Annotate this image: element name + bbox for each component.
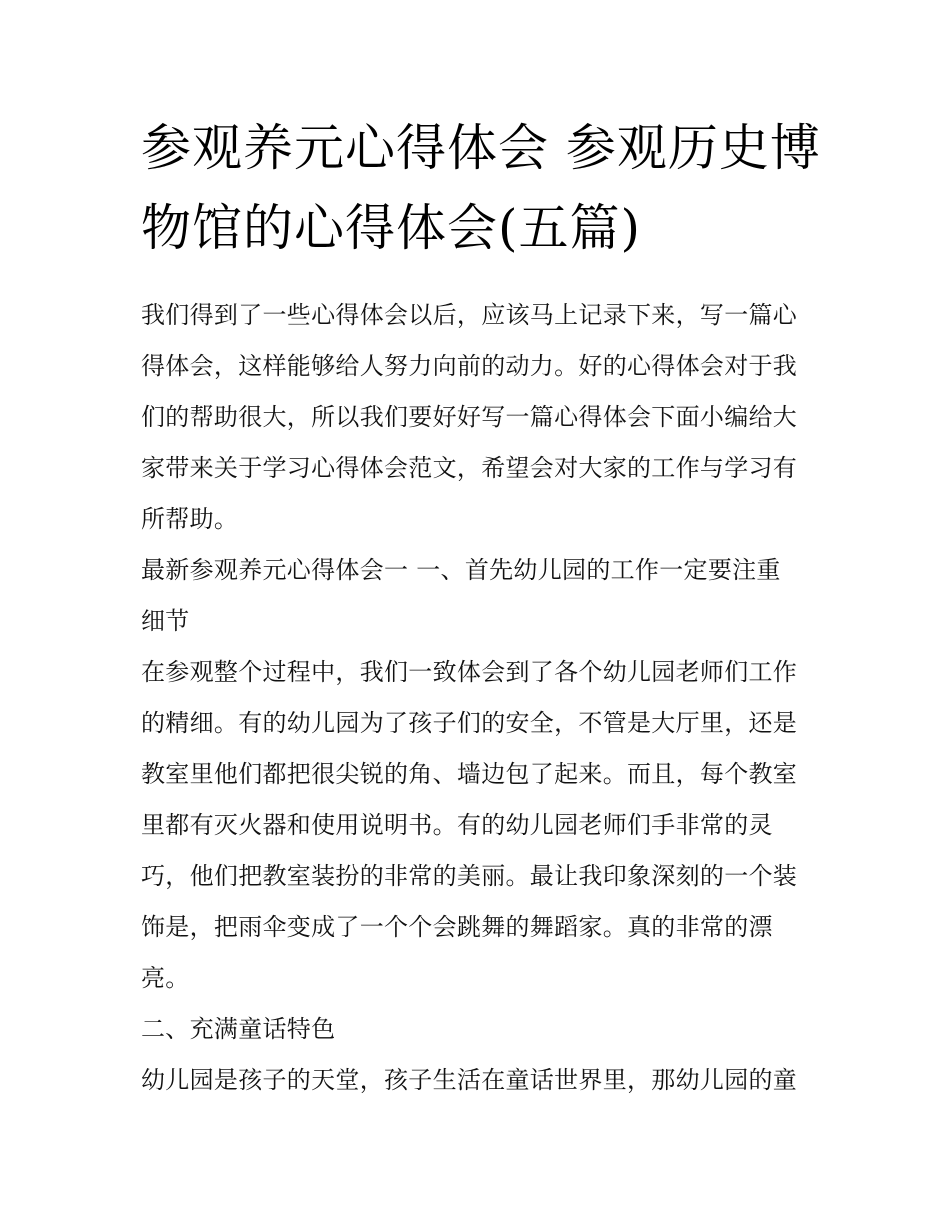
text-line: 亮。 (141, 964, 190, 992)
text-line: 教室里他们都把很尖锐的角、墙边包了起来。而且，每个教室 (141, 760, 798, 788)
text-line: 的精细。有的幼儿园为了孩子们的安全，不管是大厅里，还是 (141, 709, 798, 737)
text-line: 得体会，这样能够给人努力向前的动力。好的心得体会对于我 (141, 352, 798, 380)
text-line: 所帮助。 (141, 505, 239, 533)
body-paragraph (141, 1055, 813, 1106)
text-line: 家带来关于学习心得体会范文，希望会对大家的工作与学习有 (141, 454, 798, 482)
document-title (141, 108, 821, 268)
intro-paragraph (141, 290, 813, 545)
section-heading-1 (141, 545, 813, 647)
text-line: 二、充满童话特色 (141, 1015, 336, 1043)
section-heading-2 (141, 1004, 813, 1055)
text-line: 们的帮助很大，所以我们要好好写一篇心得体会下面小编给大 (141, 403, 798, 431)
text-line: 最新参观养元心得体会一 一、首先幼儿园的工作一定要注重 (141, 556, 781, 584)
text-line: 幼儿园是孩子的天堂，孩子生活在童话世界里，那幼儿园的童 (141, 1066, 798, 1094)
text-line: 细节 (141, 607, 190, 635)
body-paragraph (141, 647, 813, 1004)
text-line: 在参观整个过程中，我们一致体会到了各个幼儿园老师们工作 (141, 658, 798, 686)
text-line: 饰是，把雨伞变成了一个个会跳舞的舞蹈家。真的非常的漂 (141, 913, 773, 941)
title-line: 物馆的心得体会(五篇) (141, 199, 642, 257)
text-line: 我们得到了一些心得体会以后，应该马上记录下来，写一篇心 (141, 301, 798, 329)
text-line: 巧，他们把教室装扮的非常的美丽。最让我印象深刻的一个装 (141, 862, 798, 890)
document-page (141, 108, 821, 1106)
title-line: 参观养元心得体会 参观历史博 (141, 119, 821, 177)
text-line: 里都有灭火器和使用说明书。有的幼儿园老师们手非常的灵 (141, 811, 773, 839)
